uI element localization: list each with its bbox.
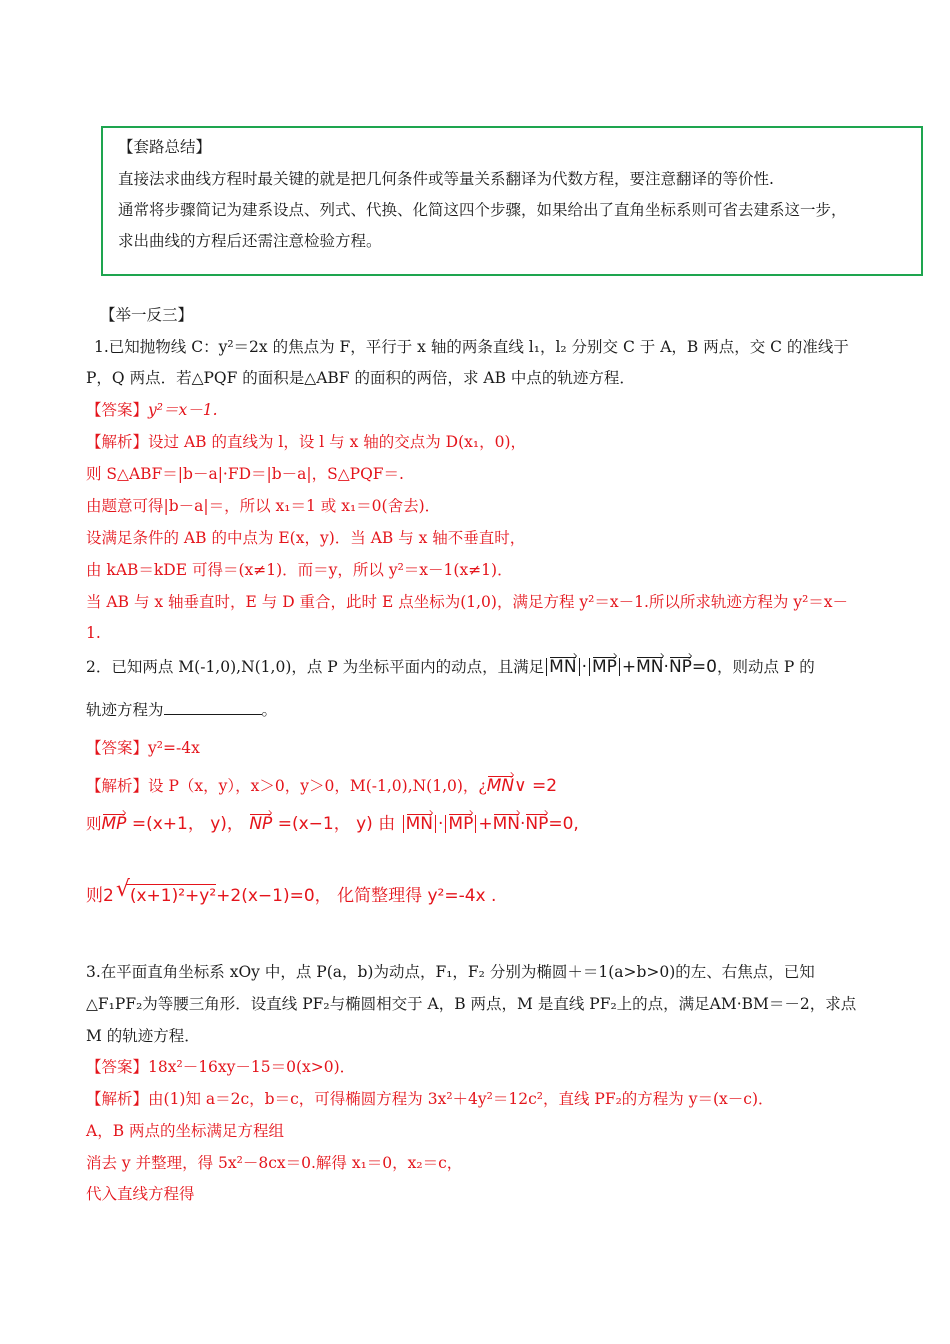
q2-text-line-2-a: 轨迹方程为 [86, 701, 164, 719]
q1-analysis-label: 【解析】 [86, 433, 149, 451]
q2-text-line-2 [86, 699, 277, 721]
q2-analysis-2: 则MP =(x+1， y)， NP =(x−1， y) 由 MN · MP +MN·NP=0, [86, 814, 579, 834]
mn-vector: MN [486, 776, 515, 796]
section-title: 【举一反三】 [100, 306, 194, 324]
q2-analysis-2-b: =(x+1， y)， [131, 814, 244, 834]
q3-analysis-1 [86, 1088, 774, 1110]
q3-answer [86, 1056, 355, 1078]
q2-text-line-1-b: ，则动点 P 的 [716, 658, 815, 676]
summary-line-3: 求出曲线的方程后还需注意检验方程。 [118, 232, 382, 250]
summary-line-2: 通常将步骤简记为建系设点、列式、代换、化简这四个步骤，如果给出了直角坐标系则可省去建系这一步， [118, 201, 847, 219]
q3-analysis-4: 代入直线方程得 [86, 1185, 195, 1203]
q2-answer-value: y²=-4x [148, 739, 200, 757]
q1-answer [86, 399, 218, 421]
q2-analysis-1 [86, 775, 557, 797]
q2-analysis-3 [86, 884, 496, 907]
q3-analysis-label: 【解析】 [86, 1090, 149, 1108]
answer-blank [164, 700, 262, 715]
q1-analysis-7: 1. [86, 624, 101, 642]
q2-analysis-3-a: 则2 [86, 886, 114, 906]
np-vector: NP [249, 814, 273, 834]
q1-answer-value: y²＝x－1. [148, 401, 218, 419]
q3-analysis-1-text: 由(1)知 a＝2c，b＝c，可得椭圆方程为 3x²＋4y²＝12c²，直线 PF₂的方程为 y＝(x－c)． [148, 1090, 774, 1108]
q2-analysis-label: 【解析】 [86, 777, 149, 795]
q2-vector-condition: MN · MP +MN·NP=0 [544, 657, 717, 677]
q2-answer [86, 737, 200, 759]
q2-analysis-1-text: 设 P（x，y），x＞0，y＞0，M(-1,0),N(1,0)，¿ [148, 777, 487, 795]
q3-answer-label: 【答案】 [86, 1058, 149, 1076]
summary-box [101, 126, 923, 276]
q2-text-line-1 [86, 656, 815, 678]
q3-text-line-3: M 的轨迹方程． [86, 1027, 200, 1045]
q1-analysis-1-text: 设过 AB 的直线为 l，设 l 与 x 轴的交点为 D(x₁，0)， [148, 433, 527, 451]
q2-text-line-1-a: 2．已知两点 M(-1,0),N(1,0)，点 P 为坐标平面内的动点，且满足 [86, 658, 545, 676]
q3-text-line-1: 3.在平面直角坐标系 xOy 中，点 P(a，b)为动点，F₁，F₂ 分别为椭圆＋＝1(a>b>0)的左、右焦点，已知 [86, 963, 815, 981]
q3-answer-value: 18x²－16xy－15＝0(x>0)． [148, 1058, 356, 1076]
q2-text-line-2-end: 。 [261, 701, 278, 719]
q1-text-line-2: P，Q 两点．若△PQF 的面积是△ABF 的面积的两倍，求 AB 中点的轨迹方程． [86, 369, 635, 387]
sqrt-expression [126, 884, 216, 907]
q2-answer-label: 【答案】 [86, 739, 149, 757]
q1-analysis-2: 则 S△ABF＝|b－a|·FD＝|b－a|，S△PQF＝. [86, 465, 404, 483]
q1-answer-label: 【答案】 [86, 401, 149, 419]
q2-analysis-2-c: =(x−1， y) 由 [277, 814, 396, 834]
summary-line-1: 直接法求曲线方程时最关键的就是把几何条件或等量关系翻译为代数方程，要注意翻译的等价性. [118, 170, 774, 188]
q1-analysis-1 [86, 431, 526, 453]
q3-analysis-3: 消去 y 并整理，得 5x²－8cx＝0.解得 x₁＝0，x₂＝c， [86, 1154, 463, 1172]
q3-analysis-2: A，B 两点的坐标满足方程组 [86, 1122, 285, 1140]
q2-analysis-1-end: ∨ =2 [514, 776, 558, 796]
mp-vector: MP [101, 814, 127, 834]
summary-title: 【套路总结】 [118, 138, 212, 156]
q1-analysis-6: 当 AB 与 x 轴垂直时，E 与 D 重合，此时 E 点坐标为(1,0)，满足方程 y²＝x－1.所以所求轨迹方程为 y²＝x－ [86, 593, 849, 611]
q1-analysis-3: 由题意可得|b－a|＝，所以 x₁＝1 或 x₁＝0(舍去)． [86, 497, 441, 515]
q2-analysis-3-c: +2(x−1)=0， 化简整理得 y²=-4x . [216, 886, 497, 906]
q1-analysis-5: 由 kAB＝kDE 可得＝(x≠1)．而＝y，所以 y²＝x－1(x≠1)． [86, 561, 513, 579]
q2-analysis-2-a: 则 [86, 815, 102, 833]
q2-analysis-3-b: (x+1)²+y² [129, 886, 217, 906]
q1-text-line-1: 1.已知抛物线 C：y²＝2x 的焦点为 F，平行于 x 轴的两条直线 l₁，l₂ 分别交 C 于 A，B 两点，交 C 的准线于 [94, 338, 849, 356]
q1-analysis-4: 设满足条件的 AB 的中点为 E(x，y)．当 AB 与 x 轴不垂直时， [86, 529, 526, 547]
q3-text-line-2: △F₁PF₂为等腰三角形．设直线 PF₂与椭圆相交于 A，B 两点，M 是直线 PF₂上的点，满足AM·BM＝－2，求点 [86, 995, 857, 1013]
